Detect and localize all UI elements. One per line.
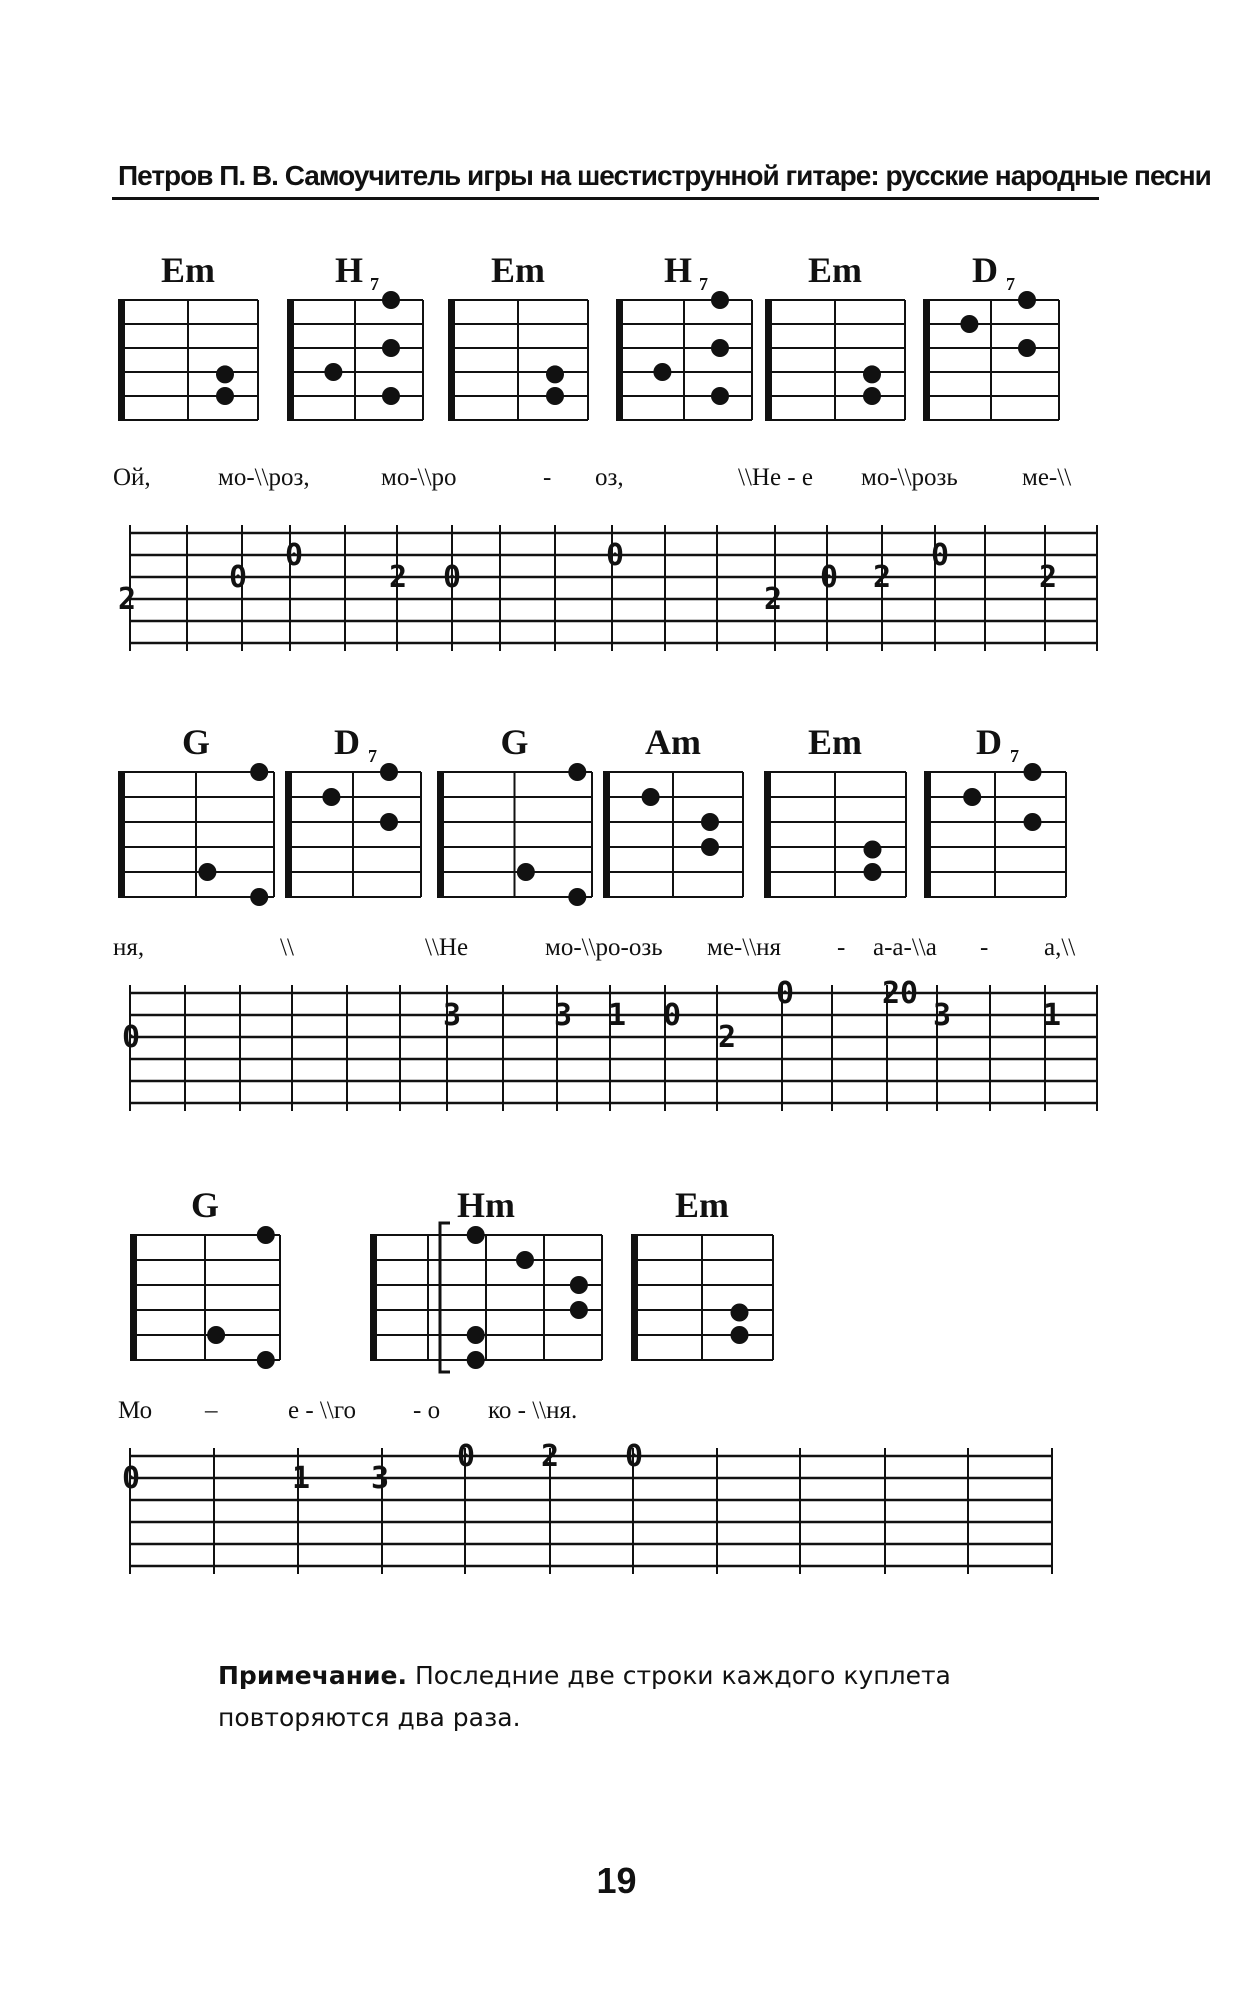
chord-nut bbox=[130, 1235, 137, 1360]
chord-subscript: 7 bbox=[1010, 746, 1019, 766]
tab-fret-number: 3 bbox=[370, 1461, 390, 1496]
chord-diagram bbox=[631, 1185, 773, 1360]
finger-dot bbox=[467, 1351, 485, 1369]
lyric-syllable: а,\\ bbox=[1044, 934, 1076, 961]
finger-dot bbox=[711, 387, 729, 405]
chord-name: Em bbox=[808, 722, 862, 762]
chord-name: D bbox=[972, 250, 998, 290]
finger-dot bbox=[1024, 763, 1042, 781]
tab-fret-number: 2 bbox=[763, 582, 783, 617]
finger-dot bbox=[250, 763, 268, 781]
chord-diagram bbox=[764, 722, 906, 897]
finger-dot bbox=[1024, 813, 1042, 831]
chord-diagram bbox=[616, 250, 752, 420]
tab-fret-number: 2 bbox=[872, 560, 892, 595]
finger-dot bbox=[701, 838, 719, 856]
finger-dot bbox=[570, 1301, 588, 1319]
lyric-syllable: \\Не - е bbox=[738, 464, 813, 491]
lyric-syllable: - bbox=[837, 934, 846, 961]
tab-fret-number: 0 bbox=[605, 538, 625, 573]
chord-diagram bbox=[285, 722, 421, 897]
finger-dot bbox=[960, 315, 978, 333]
footnote bbox=[218, 1655, 1118, 1739]
chord-nut bbox=[370, 1235, 377, 1360]
footnote-label: Примечание. bbox=[218, 1661, 408, 1690]
chord-diagram bbox=[437, 722, 592, 906]
chord-nut bbox=[924, 772, 931, 897]
finger-dot bbox=[322, 788, 340, 806]
finger-dot bbox=[711, 339, 729, 357]
chord-nut bbox=[437, 772, 444, 897]
chord-diagram bbox=[118, 722, 274, 906]
finger-dot bbox=[382, 387, 400, 405]
finger-dot bbox=[380, 813, 398, 831]
tab-fret-number: 0 bbox=[930, 538, 950, 573]
tab-fret-number: 0 bbox=[662, 998, 682, 1033]
lyric-syllable: \\Не bbox=[425, 934, 469, 961]
chord-nut bbox=[285, 772, 292, 897]
chord-nut bbox=[287, 300, 294, 420]
finger-dot bbox=[864, 863, 882, 881]
chord-diagram bbox=[923, 250, 1059, 420]
barre-bracket bbox=[440, 1223, 450, 1372]
finger-dot bbox=[546, 387, 564, 405]
tab-fret-number: 2 bbox=[1038, 560, 1058, 595]
finger-dot bbox=[863, 387, 881, 405]
finger-dot bbox=[382, 339, 400, 357]
tab-fret-number: 2 bbox=[388, 560, 408, 595]
chord-nut bbox=[118, 772, 125, 897]
tab-fret-number: 0 bbox=[819, 560, 839, 595]
page-number: 19 bbox=[596, 1860, 637, 1901]
finger-dot bbox=[546, 365, 564, 383]
chord-name: Em bbox=[808, 250, 862, 290]
finger-dot bbox=[570, 1276, 588, 1294]
chord-name: G bbox=[190, 1185, 220, 1225]
finger-dot bbox=[653, 363, 671, 381]
finger-dot bbox=[701, 813, 719, 831]
finger-dot bbox=[216, 387, 234, 405]
footnote-text: Последние две строки каждого куплета повторяются два раза. bbox=[218, 1661, 951, 1732]
finger-dot bbox=[380, 763, 398, 781]
chord-name: Em bbox=[491, 250, 545, 290]
chord-nut bbox=[923, 300, 930, 420]
chord-name: H bbox=[663, 250, 693, 290]
chord-subscript: 7 bbox=[699, 274, 708, 294]
lyric-syllable: оз, bbox=[595, 464, 624, 491]
chord-nut bbox=[631, 1235, 638, 1360]
chord-diagram bbox=[448, 250, 588, 420]
lyric-syllable: - bbox=[543, 464, 552, 491]
tab-fret-number: 3 bbox=[932, 998, 952, 1033]
finger-dot bbox=[731, 1326, 749, 1344]
chord-subscript: 7 bbox=[368, 746, 377, 766]
tab-fret-number: 0 bbox=[624, 1439, 644, 1474]
chord-diagram bbox=[118, 250, 258, 420]
chord-name: D bbox=[976, 722, 1002, 762]
tab-fret-number: 2 bbox=[540, 1439, 560, 1474]
finger-dot bbox=[963, 788, 981, 806]
lyric-syllable: мо-\\роз, bbox=[218, 464, 310, 491]
finger-dot bbox=[864, 841, 882, 859]
tab-fret-number: 0 bbox=[121, 1461, 141, 1496]
tab-fret-number: 0 bbox=[775, 976, 795, 1011]
finger-dot bbox=[250, 888, 268, 906]
lyric-syllable: ня, bbox=[113, 934, 145, 961]
finger-dot bbox=[467, 1226, 485, 1244]
chord-diagram bbox=[287, 250, 423, 420]
finger-dot bbox=[516, 1251, 534, 1269]
lyric-syllable: ме-\\ня bbox=[707, 934, 782, 961]
finger-dot bbox=[207, 1326, 225, 1344]
tab-fret-number: 0 bbox=[228, 560, 248, 595]
lyric-syllable: – bbox=[205, 1397, 218, 1424]
tab-fret-number: 3 bbox=[442, 998, 462, 1033]
chord-name: G bbox=[500, 722, 529, 762]
lyric-syllable: Ой, bbox=[113, 464, 151, 491]
tab-fret-number: 2 bbox=[717, 1020, 737, 1055]
tab-fret-number: 0 bbox=[442, 560, 462, 595]
chord-name: Em bbox=[161, 250, 215, 290]
finger-dot bbox=[257, 1351, 275, 1369]
chord-nut bbox=[118, 300, 125, 420]
chord-subscript: 7 bbox=[370, 274, 379, 294]
chord-nut bbox=[765, 300, 772, 420]
chord-nut bbox=[603, 772, 610, 897]
lyric-syllable: мо-\\ро-озь bbox=[545, 934, 663, 961]
chord-diagram bbox=[370, 1185, 602, 1372]
finger-dot bbox=[731, 1304, 749, 1322]
tab-fret-number: 1 bbox=[291, 1461, 311, 1496]
lyric-syllable: \\ bbox=[280, 934, 294, 961]
finger-dot bbox=[216, 365, 234, 383]
chord-nut bbox=[764, 772, 771, 897]
finger-dot bbox=[324, 363, 342, 381]
finger-dot bbox=[1018, 291, 1036, 309]
finger-dot bbox=[642, 788, 660, 806]
finger-dot bbox=[568, 763, 586, 781]
tab-fret-number: 0 bbox=[284, 538, 304, 573]
lyric-syllable: - о bbox=[413, 1397, 441, 1424]
lyric-syllable: - bbox=[980, 934, 989, 961]
chord-subscript: 7 bbox=[1006, 274, 1015, 294]
chord-nut bbox=[448, 300, 455, 420]
chord-name: Hm bbox=[457, 1185, 515, 1225]
lyric-syllable: мо-\\розь bbox=[861, 464, 958, 491]
tab-fret-number: 1 bbox=[607, 998, 627, 1033]
tab-fret-number: 3 bbox=[553, 998, 573, 1033]
chord-name: Em bbox=[675, 1185, 729, 1225]
finger-dot bbox=[467, 1326, 485, 1344]
chord-name: G bbox=[181, 722, 211, 762]
tab-fret-number: 1 bbox=[1042, 998, 1062, 1033]
chord-diagram bbox=[603, 722, 743, 897]
finger-dot bbox=[382, 291, 400, 309]
lyric-syllable: ме-\\ bbox=[1022, 464, 1072, 491]
chord-name: Am bbox=[645, 722, 701, 762]
chord-name: H bbox=[334, 250, 364, 290]
chord-name: D bbox=[334, 722, 360, 762]
tab-fret-number: 2 bbox=[117, 582, 137, 617]
chord-diagram bbox=[765, 250, 905, 420]
chord-diagram bbox=[130, 1185, 280, 1369]
chord-diagram bbox=[924, 722, 1066, 897]
chord-nut bbox=[616, 300, 623, 420]
tab-fret-number: 0 bbox=[456, 1439, 476, 1474]
finger-dot bbox=[198, 863, 216, 881]
tab-fret-number: 0 bbox=[121, 1020, 141, 1055]
lyric-syllable: е - \\го bbox=[288, 1397, 356, 1424]
finger-dot bbox=[863, 365, 881, 383]
finger-dot bbox=[568, 888, 586, 906]
finger-dot bbox=[1018, 339, 1036, 357]
page-header: Петров П. В. Самоучитель игры на шестиструнной гитаре: русские народные песни bbox=[118, 160, 1211, 191]
tab-fret-number: 20 bbox=[881, 976, 919, 1011]
finger-dot bbox=[517, 863, 535, 881]
lyric-syllable: Мо bbox=[118, 1397, 153, 1424]
lyric-syllable: а-а-\\а bbox=[873, 934, 937, 961]
finger-dot bbox=[257, 1226, 275, 1244]
lyric-syllable: мо-\\ро bbox=[381, 464, 457, 491]
lyric-syllable: ко - \\ня. bbox=[488, 1397, 578, 1424]
finger-dot bbox=[711, 291, 729, 309]
